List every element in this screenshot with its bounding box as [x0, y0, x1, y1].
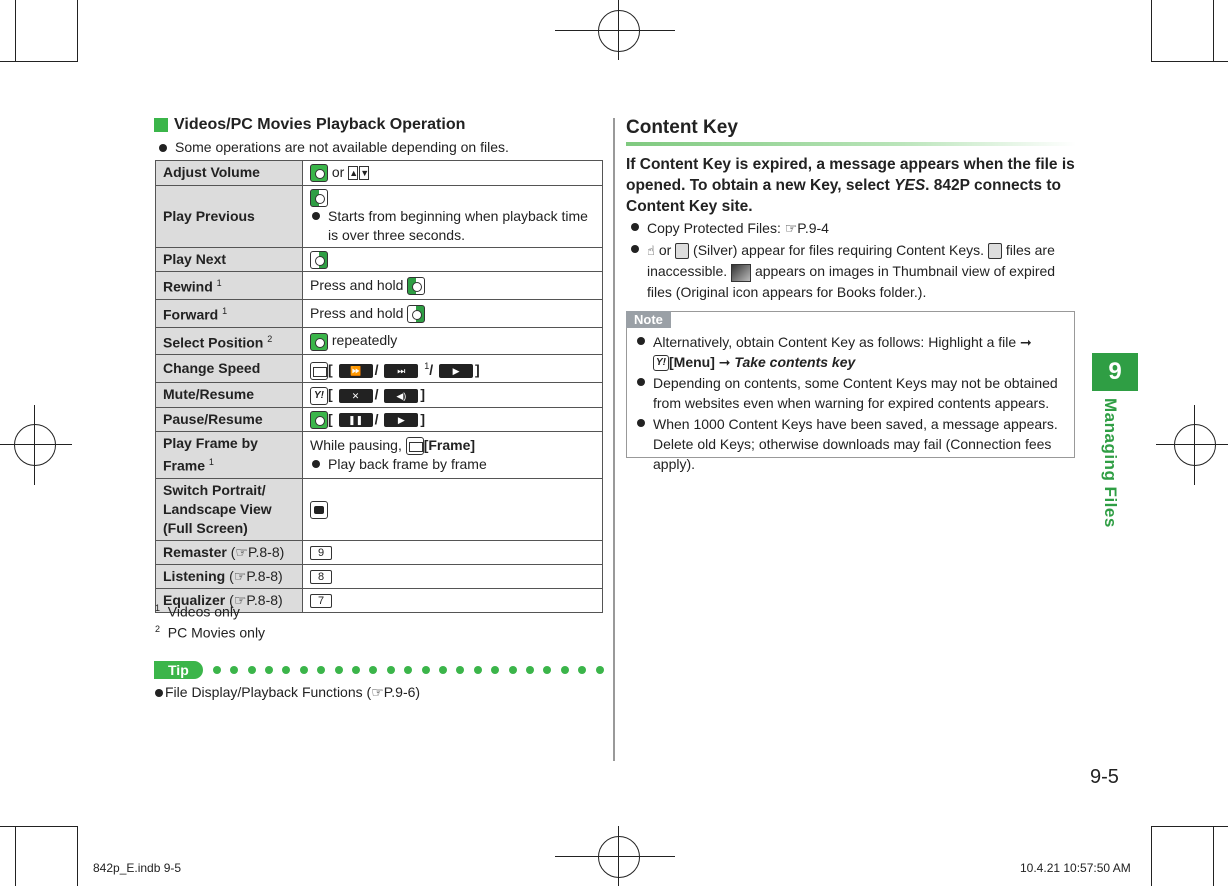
- table-row: [156, 564, 603, 588]
- center-key-icon: [310, 411, 328, 429]
- registration-mark: [555, 30, 675, 31]
- bullet-icon: [159, 144, 167, 152]
- bullet-icon: [155, 689, 163, 697]
- row-label: Pause/Resume: [156, 407, 303, 431]
- mail-key-icon: [310, 362, 328, 380]
- registration-mark: [14, 424, 56, 466]
- row-value: [303, 564, 603, 588]
- row-value: repeatedly: [303, 327, 603, 355]
- table-row: [156, 540, 603, 564]
- yahoo-key-icon: Y!: [653, 355, 669, 371]
- play-icon: ▶: [384, 413, 418, 427]
- footnote: $^1$ Videos only: [155, 603, 240, 620]
- pause-icon: ❚❚: [339, 413, 373, 427]
- play-icon: ▶: [439, 364, 473, 378]
- row-value: Press and hold: [303, 300, 603, 328]
- note-label: Note: [626, 311, 671, 328]
- bullet-icon: [637, 419, 645, 427]
- content-key-bullet: Copy Protected Files: ☞P.9-4: [629, 218, 1069, 238]
- table-row: [156, 407, 603, 431]
- row-value: Y! [ ✕ / ◀) ]: [303, 383, 603, 407]
- row-label: Switch Portrait/ Landscape View (Full Screen): [156, 478, 303, 540]
- expired-image-icon: [731, 264, 751, 282]
- row-label: Play Previous: [156, 185, 303, 247]
- registration-mark: [618, 0, 619, 60]
- volume-icon: ◀): [384, 389, 418, 403]
- arrow-icon: ➞: [1020, 334, 1032, 350]
- bullet-icon: [312, 460, 320, 468]
- bullet-icon: [631, 223, 639, 231]
- table-row: [156, 185, 603, 247]
- chapter-number: 9: [1092, 353, 1138, 391]
- section-title: Videos/PC Movies Playback Operation: [154, 116, 465, 134]
- row-label: Play Frame by Frame $^1$: [156, 431, 303, 478]
- table-row: [156, 248, 603, 272]
- registration-mark: [34, 405, 35, 485]
- reference-icon: ☞: [784, 220, 798, 236]
- print-slug-left: 842p_E.indb 9-5: [93, 861, 182, 875]
- registration-mark: [0, 444, 72, 445]
- crop-mark: [77, 826, 78, 886]
- row-value: or ▲ ▼: [303, 161, 603, 186]
- tip-label: Tip: [154, 661, 203, 679]
- row-label: Rewind $^1$: [156, 272, 303, 300]
- content-key-hand-icon: ☝: [647, 243, 655, 259]
- print-slug-right: 10.4.21 10:57:50 AM: [1020, 861, 1131, 875]
- row-value: [303, 478, 603, 540]
- lock-icon: [675, 243, 689, 259]
- title-underline: [626, 142, 1076, 146]
- row-label: Listening (☞P.8-8): [156, 564, 303, 588]
- row-value: [ ❚❚ / ▶ ]: [303, 407, 603, 431]
- note-item: When 1000 Content Keys have been saved, a message appears. Delete old Keys; otherwise downloads may fail (Connection fees apply).: [635, 414, 1071, 474]
- key-9-icon: 9: [310, 546, 332, 560]
- row-value: While pausing, [Frame] Play back frame by frame: [303, 431, 603, 478]
- nav-right-key-icon: [407, 305, 425, 323]
- chapter-label: Managing Files: [1101, 398, 1120, 528]
- mute-icon: ✕: [339, 389, 373, 403]
- row-value: [303, 540, 603, 564]
- crop-mark: [1151, 826, 1228, 827]
- registration-mark: [598, 10, 640, 52]
- row-label: Equalizer (☞P.8-8): [156, 588, 303, 612]
- content-key-bullet: ☝ or (Silver) appear for files requiring Content Keys. files are inaccessible. appears on images in Thumbnail view of expired files (Original icon appears for Books folder.).: [629, 240, 1069, 302]
- row-value: [303, 588, 603, 612]
- row-label: Mute/Resume: [156, 383, 303, 407]
- bullet-icon: [637, 337, 645, 345]
- crop-mark: [0, 826, 78, 827]
- registration-mark: [1194, 405, 1195, 485]
- side-keys-icon: ▲ ▼: [349, 167, 370, 178]
- bullet-icon: [637, 378, 645, 386]
- nav-key-icon: [310, 333, 328, 351]
- crop-mark: [1213, 0, 1214, 61]
- tip-bar: [154, 660, 604, 680]
- registration-mark: [1174, 424, 1216, 466]
- tip-item: File Display/Playback Functions ( ☞ P.9-6 ): [153, 684, 420, 701]
- content-key-description: If Content Key is expired, a message appears when the file is opened. To obtain a new Key, select YES. 842P connects to Content Key site.: [626, 156, 1075, 215]
- bullet-icon: [312, 212, 320, 220]
- column-divider: [613, 118, 615, 761]
- page-number: 9-5: [1090, 766, 1119, 788]
- crop-mark: [1213, 826, 1214, 886]
- reference-icon: ☞: [233, 591, 247, 608]
- row-value: [ ⏩ / ⏭ $^1$/ ▶ ]: [303, 355, 603, 383]
- key-8-icon: 8: [310, 570, 332, 584]
- crop-mark: [0, 61, 15, 62]
- row-label: Play Next: [156, 248, 303, 272]
- registration-mark: [1156, 444, 1228, 445]
- crop-mark: [1151, 61, 1228, 62]
- section-note: Some operations are not available depending on files.: [157, 139, 509, 155]
- table-row: [156, 383, 603, 407]
- arrow-icon: ➞: [718, 354, 731, 370]
- table-row: [156, 327, 603, 355]
- camera-key-icon: [310, 501, 328, 519]
- crop-mark: [15, 61, 78, 62]
- row-label: Select Position $^2$: [156, 327, 303, 355]
- row-label: Remaster (☞P.8-8): [156, 540, 303, 564]
- crop-mark: [77, 0, 78, 61]
- lock-icon: [988, 243, 1002, 259]
- content-key-title: Content Key: [626, 117, 738, 138]
- reference-icon: ☞: [371, 684, 384, 700]
- nav-right-key-icon: [310, 251, 328, 269]
- registration-mark: [618, 826, 619, 886]
- row-value: Press and hold: [303, 272, 603, 300]
- fast-forward-icon: ⏩: [339, 364, 373, 378]
- reference-icon: ☞: [235, 543, 248, 560]
- footnote: $^2$ PC Movies only: [155, 624, 266, 641]
- table-row: [156, 355, 603, 383]
- nav-left-key-icon: [310, 189, 328, 207]
- bullet-icon: [631, 245, 639, 253]
- faster-forward-icon: ⏭: [384, 364, 418, 378]
- table-row: [156, 300, 603, 328]
- table-row: [156, 161, 603, 186]
- registration-mark: [555, 856, 675, 857]
- tip-dots: [213, 666, 604, 674]
- reference-icon: ☞: [233, 567, 247, 584]
- note-item: Depending on contents, some Content Keys may not be obtained from websites even when warning for expired contents appears.: [635, 373, 1071, 413]
- row-label: Change Speed: [156, 355, 303, 383]
- crop-mark: [1151, 826, 1152, 886]
- table-row: [156, 431, 603, 478]
- key-7-icon: 7: [310, 594, 332, 608]
- crop-mark: [15, 0, 16, 61]
- table-row: [156, 478, 603, 540]
- row-label: Adjust Volume: [156, 161, 303, 186]
- note-item: Alternatively, obtain Content Key as follows: Highlight a file ➞ Y! [Menu] ➞ Take contents key: [635, 332, 1071, 372]
- nav-left-key-icon: [407, 277, 425, 295]
- table-row: [156, 272, 603, 300]
- mail-key-icon: [406, 437, 424, 455]
- row-value: [303, 248, 603, 272]
- registration-mark: [598, 836, 640, 878]
- green-square-icon: [154, 118, 168, 132]
- nav-key-icon: [310, 164, 328, 182]
- operations-table: [155, 160, 603, 613]
- crop-mark: [1151, 0, 1152, 61]
- row-label: Forward $^1$: [156, 300, 303, 328]
- row-value: Starts from beginning when playback time is over three seconds.: [303, 185, 603, 247]
- crop-mark: [15, 826, 16, 886]
- yahoo-key-icon: Y!: [310, 387, 328, 405]
